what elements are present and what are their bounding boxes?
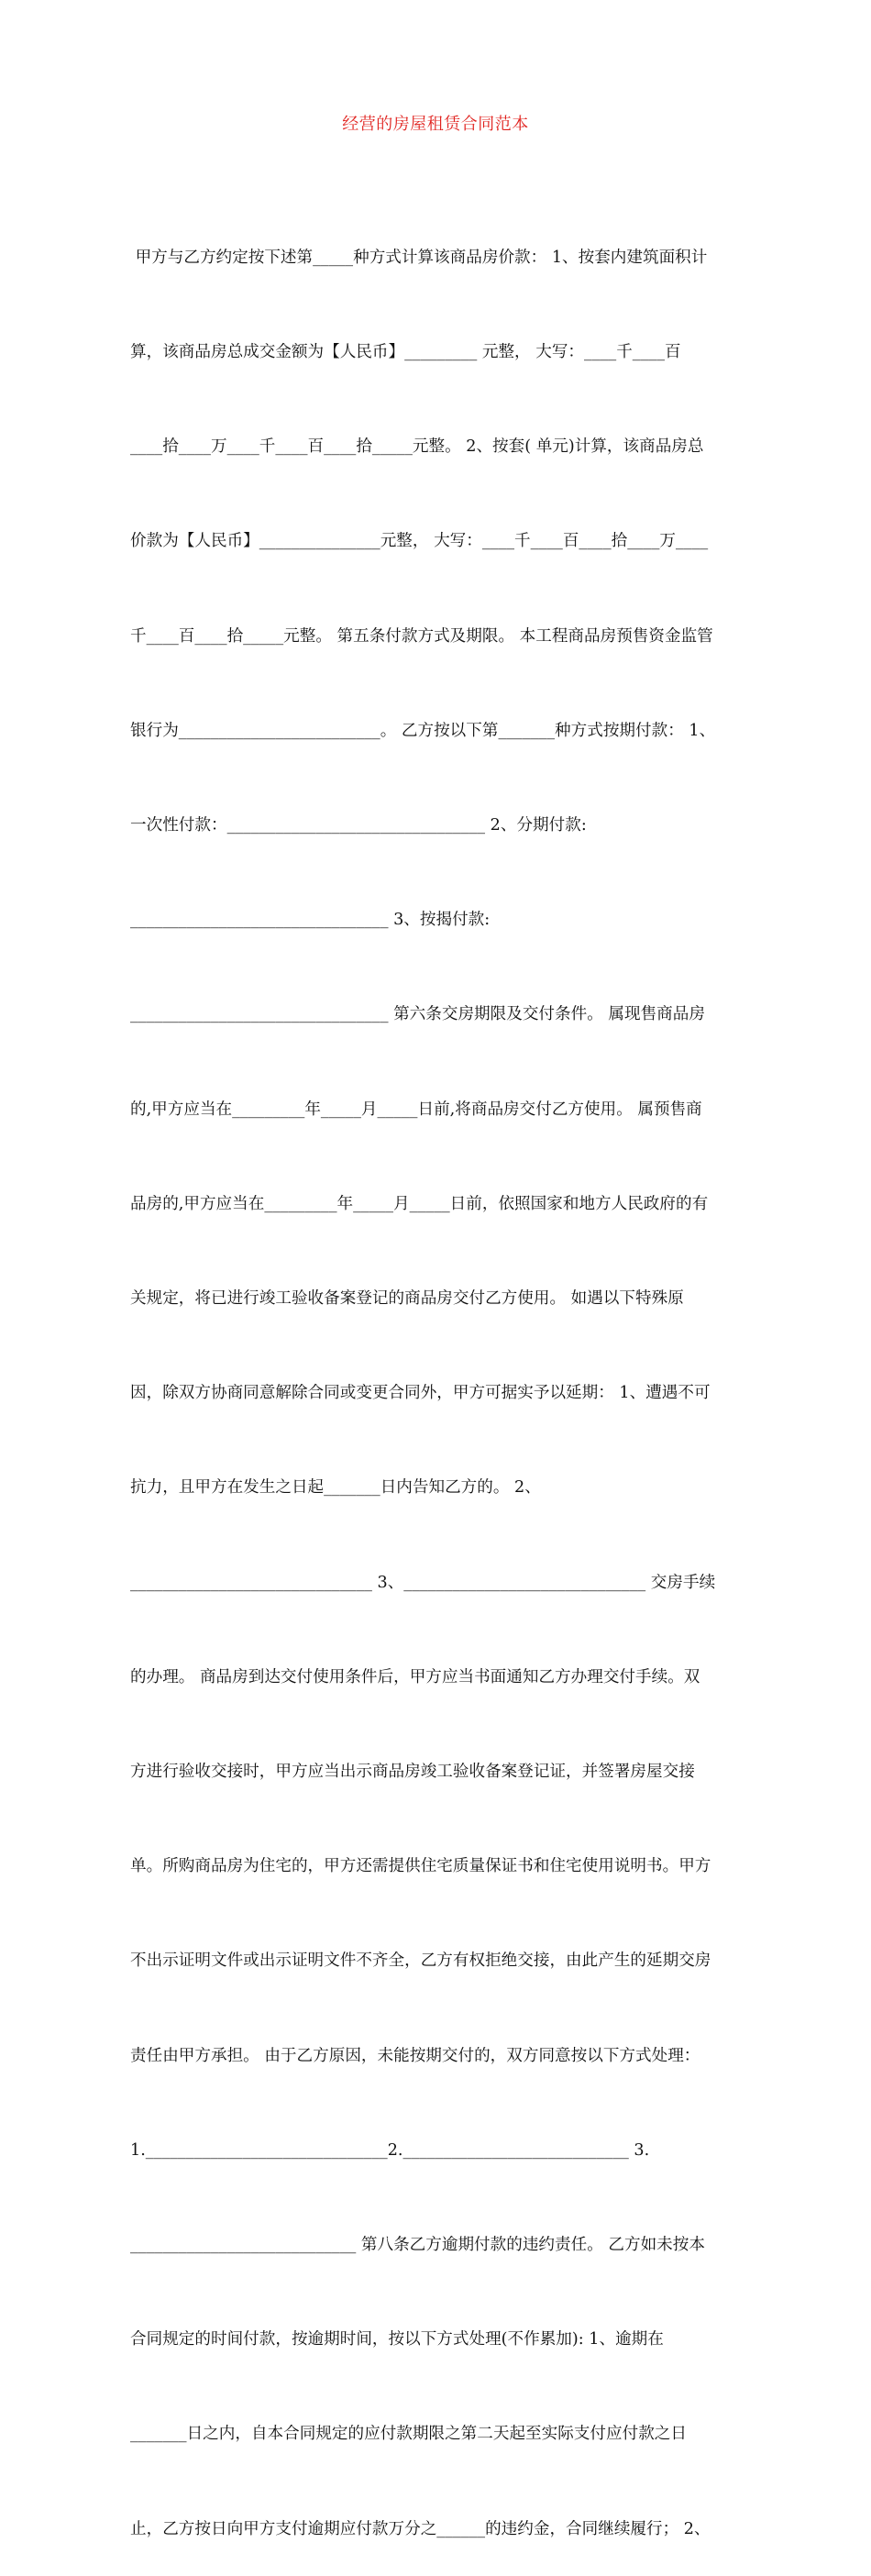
body-line: 方进行验收交接时，甲方应当出示商品房竣工验收备案登记证，并签署房屋交接 [130,1763,695,1782]
body-line: 的办理。 商品房到达交付使用条件后，甲方应当书面通知乙方办理交付手续。双 [130,1667,700,1686]
body-line: ____拾____万____千____百____拾_____元整。 2、按套( 单元)计算，该商品房总 [130,437,704,457]
body-line: 因，除双方协商同意解除合同或变更合同外，甲方可据实予以延期： 1、遭遇不可 [130,1384,711,1403]
body-line: 算，该商品房总成交金额为【人民币】_________ 元整， 大写：____千____百 [130,343,681,362]
body-line: 品房的,甲方应当在_________年_____月_____日前，依照国家和地方人民政府的有 [130,1194,709,1213]
body-line: 合同规定的时间付款，按逾期时间，按以下方式处理(不作累加): 1、逾期在 [130,2330,664,2349]
body-line: 银行为_________________________。 乙方按以下第_______种方式按期付款： 1、 [130,721,716,740]
body-line: 千____百____拾_____元整。 第五条付款方式及期限。 本工程商品房预售资金监管 [130,626,713,646]
body-line: 单。所购商品房为住宅的，甲方还需提供住宅质量保证书和住宅使用说明书。甲方 [130,1857,711,1876]
body-line: _______日之内，自本合同规定的应付款期限之第二天起至实际支付应付款之日 [130,2425,687,2444]
body-line: 止，乙方按日向甲方支付逾期应付款万分之______的违约金，合同继续履行； 2、 [130,2519,711,2538]
body-line: 1.______________________________2.____________________________ 3. [130,2140,650,2160]
body-line: 抗力，且甲方在发生之日起_______日内告知乙方的。 2、 [130,1478,541,1498]
body-line: 责任由甲方承担。 由于乙方原因，未能按期交付的，双方同意按以下方式处理： [130,2046,700,2065]
body-line: 一次性付款：________________________________ 2、分期付款: [130,816,587,835]
body-line: 不出示证明文件或出示证明文件不齐全，乙方有权拒绝交接，由此产生的延期交房 [130,1951,711,1971]
body-line: ________________________________ 第六条交房期限及交付条件。 属现售商品房 [130,1005,705,1024]
body-line: 价款为【人民币】_______________元整， 大写：____千____百____拾____万____ [130,532,709,551]
contract-body [130,179,744,2576]
document-title: 经营的房屋租赁合同范本 [342,115,529,134]
body-line: ______________________________ 3、______________________________ 交房手续 [130,1573,716,1592]
body-line: ________________________________ 3、按揭付款: [130,911,491,930]
body-line: ____________________________ 第八条乙方逾期付款的违约责任。 乙方如未按本 [130,2236,705,2255]
body-line: 关规定，将已进行竣工验收备案登记的商品房交付乙方使用。 如遇以下特殊原 [130,1289,684,1309]
body-line: 的,甲方应当在_________年_____月_____日前,将商品房交付乙方使用。 属预售商 [130,1100,702,1119]
body-line: 甲方与乙方约定按下述第_____种方式计算该商品房价款： 1、按套内建筑面积计 [130,248,708,267]
